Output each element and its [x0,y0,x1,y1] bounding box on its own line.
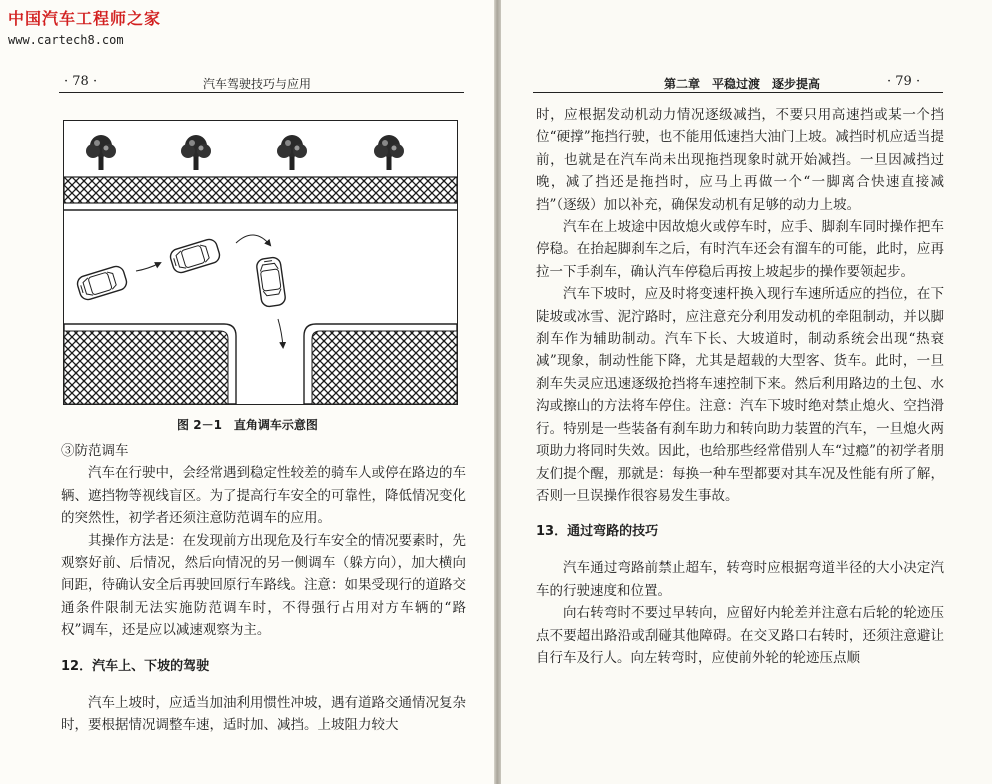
tree-icon [181,135,211,170]
arrow-1 [136,263,160,271]
car-position-1 [76,265,129,302]
left-header-rule [59,92,464,93]
paragraph: 汽车在行驶中，会经常遇到稳定性较差的骑车人或停在路边的车辆、遮挡物等视线盲区。为了提高行车安全的可靠性，降低情况变化的突然性，初学者还须注意防范调车的应用。 [61,465,466,527]
paragraph: 其操作方法是：在发现前方出现危及行车安全的情况要素时，先观察好前、后情况，然后向情况的另一侧调车（躲方向），加大横向间距，待确认安全后再驶回原行车路线。注意：如果受现行的道路交通条件限制无法实施防范调车时，不得强行占用对方车辆的“路权”调车，还是应以减速观察为主。 [61,532,466,639]
paragraph: 汽车在上坡途中因故熄火或停车时，应手、脚刹车同时操作把车停稳。在抬起脚刹车之后，有时汽车还会有溜车的可能，此时，应再拉一下手刹车，确认汽车停稳后再按上坡起步的操作要领起步。 [536,219,944,280]
car-position-3 [256,257,286,308]
right-header-rule [533,92,943,93]
paragraph: 时，应根据发动机动力情况逐级减挡，不要只用高速挡或某一个挡位“硬撑”拖挡行驶，也不能用低速挡大油门上坡。减挡时机应适当提前，也就是在汽车尚未出现拖挡现象时就开始减挡。一旦因减挡过晚，减了挡还是拖挡时，应马上再做一个“一脚离合快速直接减挡”（逐级）加以补充，确保发动机有足够的动力上坡。 [536,107,944,213]
tree-icon [277,135,307,170]
book-gutter [494,0,501,784]
left-page-number: · 78 · [64,74,98,89]
paragraph: 汽车下坡时，应及时将变速杆换入现行车速所适应的挡位，在下陡坡或冰雪、泥泞路时，应注意充分利用发动机的牵阻制动，并以脚刹车作为辅助制动。汽车下长、大坡道时，制动系统会出现“热衰减”现象，制动性能下降，尤其是超载的大型客、货车。此时，一旦刹车失灵应迅速逐级抢挡将车速控制下来。然后利用路边的土包、水沟或擦山的方法将车停住。注意：汽车下坡时绝对禁止熄火、空挡滑行。特别是一些装备有刹车助力和转向助力装置的汽车，一旦熄火两项助力将同时失效。因此，也给那些经常借别人车“过瘾”的初学者朋友们提个醒，那就是：每换一种车型都要对其车况及性能有所了解，否则一旦误操作很容易发生事故。 [536,286,944,504]
watermark [8,6,161,47]
paragraph: 向右转弯时不要过早转向，应留好内轮差并注意右后轮的轮迹压点不要超出路沿或刮碰其他障碍。在交叉路口右转时，还须注意避让自行车及行人。向左转弯时，应使前外轮的轮迹压点顺 [536,605,944,666]
arrow-2 [236,235,270,245]
watermark-url: www.cartech8.com [8,33,124,47]
section-heading-13: 13．通过弯路的技巧 [536,524,659,540]
arrow-3 [278,319,283,347]
left-body-text [61,440,466,736]
top-sidewalk [64,177,457,203]
tree-icon [86,135,116,170]
right-angle-turn-diagram [63,120,458,405]
tree-icon [374,135,404,170]
paragraph: 汽车上坡时，应适当加油利用惯性冲坡，遇有道路交通情况复杂时，要根据情况调整车速，适时加、减挡。上坡阻力较大 [61,694,466,734]
watermark-title: 中国汽车工程师之家 [8,9,162,28]
subheading-anticipatory-turn: ③防范调车 [61,443,129,459]
car-position-2 [169,238,222,275]
right-running-head: 第二章 平稳过渡 逐步提高 [664,77,821,91]
paragraph: 汽车通过弯路前禁止超车，转弯时应根据弯道半径的大小决定汽车的行驶速度和位置。 [536,560,944,599]
left-running-head: 汽车驾驶技巧与应用 [203,77,312,91]
figure-caption: 图 2－1 直角调车示意图 [177,418,318,432]
right-page-number: · 79 · [887,74,921,89]
section-heading-12: 12．汽车上、下坡的驾驶 [61,658,210,674]
right-body-text [536,104,944,669]
